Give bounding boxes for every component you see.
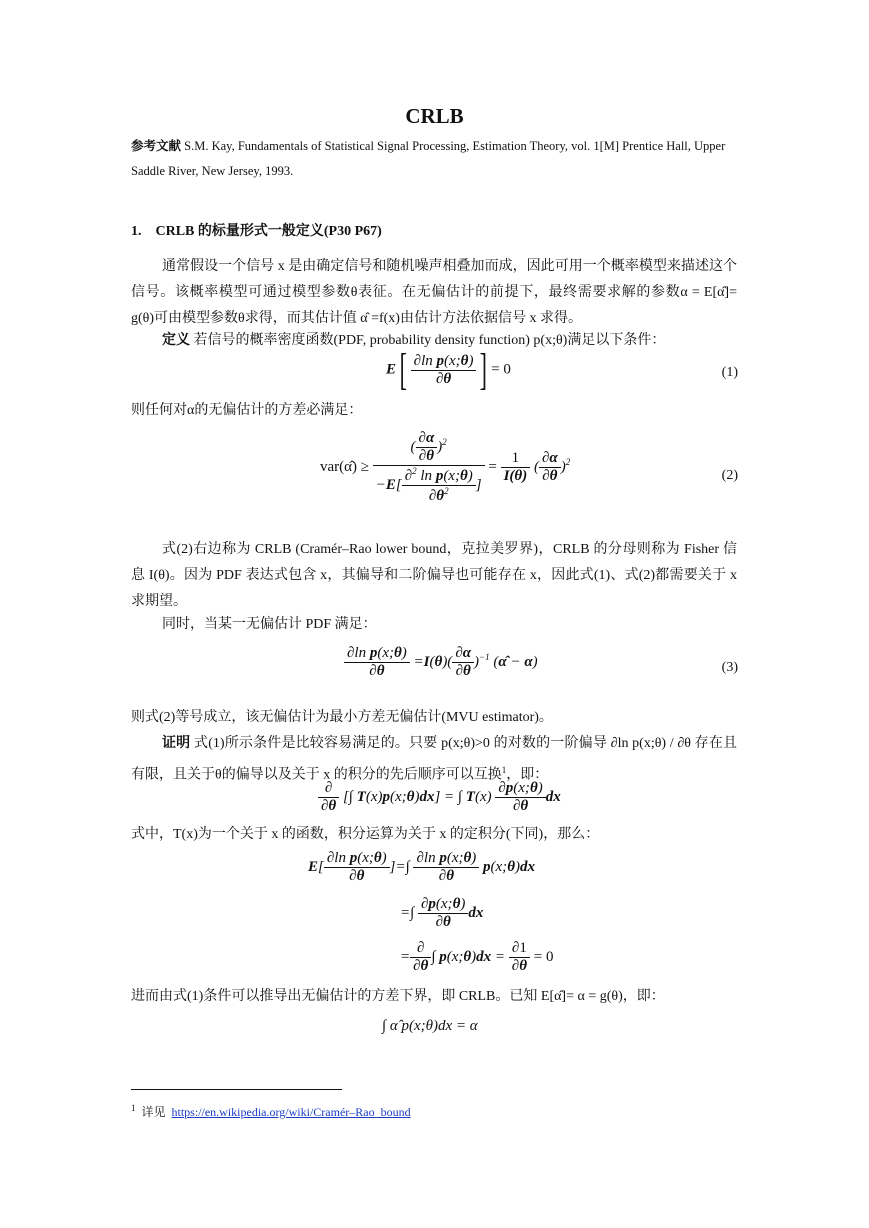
paragraph-same: 同时，当某一无偏估计 PDF 满足： bbox=[162, 617, 377, 632]
proof-text: 式(1)所示条件是比较容易满足的。只要 p(x;θ)>0 的对数的一阶偏导 ∂ln p(x;θ) / ∂θ 存在且有限，且关于θ的偏导以及关于 x 的积分的先后顺序可以互换 bbox=[131, 736, 737, 783]
paragraph-variance: 则任何对α的无偏估计的方差必满足： bbox=[131, 403, 363, 418]
definition-text: 若信号的概率密度函数(PDF, probability density function) p(x;θ)满足以下条件： bbox=[193, 333, 666, 348]
equation-3-number: (3) bbox=[721, 660, 738, 675]
reference-text: S.M. Kay, Fundamentals of Statistical Signal Processing, Estimation Theory, vol. 1[M] Prentice Hall, Upper Saddle River, New Jersey, 1993. bbox=[131, 139, 726, 178]
page-title: CRLB bbox=[405, 104, 464, 128]
equation-derivation-1: E[ $\frac{\text{∂ln p(x;θ)}}{\partial\theta}$ ]=∫ $\frac{\text{∂ln p(x;θ)}}{\partial\theta}$ p(x;θ)dx bbox=[308, 850, 535, 884]
equation-1: E[ $\frac{\text{∂ln p(x;θ)}}{\partial\theta}$ ] = 0 bbox=[386, 345, 511, 394]
paragraph-tx: 式中，T(x)为一个关于 x 的函数，积分运算为关于 x 的定积分(下同)，那么： bbox=[131, 827, 600, 842]
paragraph-crlb-explained: 式(2)右边称为 CRLB (Cramér–Rao lower bound，克拉美罗界)，CRLB 的分母则称为 Fisher 信息 I(θ)。因为 PDF 表达式包含 x，其偏导和二阶偏导也可能存在 x，因此式(1)、式(2)都需要关于 x 求期望。 bbox=[131, 542, 737, 609]
equation-2-number: (2) bbox=[721, 468, 738, 483]
paragraph-known: 进而由式(1)条件可以推导出无偏估计的方差下界，即 CRLB。已知 E[α̂]= α = g(θ)，即： bbox=[131, 989, 665, 1004]
equation-1-number: (1) bbox=[721, 365, 738, 380]
footnote-mark: 1 bbox=[131, 1103, 136, 1113]
proof-tail: ，即： bbox=[506, 767, 549, 783]
proof-label: 证明 bbox=[162, 736, 191, 751]
derivation-zero: = 0 bbox=[533, 948, 554, 965]
equation-2: var(α̂) ≥ ( $\frac{\partial\alpha}{\partial\theta}$ )$^2$ −E[ $\frac{\partial^2 \ln p(x;\theta)}{\partial\theta^2}$ ] = $\frac{1}{I(\theta)}$ ( $\frac{\partial\alpha}{\partial\theta}$ )$^2$ bbox=[320, 430, 571, 504]
equation-interchange: $\frac{\partial}{\partial\theta}$ [∫ T(x)p(x;θ)dx] = ∫ T(x) $\frac{\partial p(x;\theta)}{\partial\theta}$ dx bbox=[318, 780, 561, 815]
equation-final: ∫ α̂ p(x;θ)dx = α bbox=[382, 1018, 478, 1034]
equation-derivation-2: =∫ $\frac{\partial p(x;\theta)}{\partial\theta}$ dx bbox=[400, 896, 484, 930]
one-numerator: 1 bbox=[501, 450, 531, 468]
section-number: 1. bbox=[131, 224, 142, 239]
equation-3: $\frac{\text{∂ln p(x;θ)}}{\partial\theta}$ =I(θ)( $\frac{\partial\alpha}{\partial\theta}$ )$^{-1}$ (α̂ − α) bbox=[344, 645, 538, 680]
footnote-label: 详见 bbox=[141, 1105, 166, 1119]
footnote-rule bbox=[131, 1089, 342, 1090]
equation-derivation-3: = $\frac{\partial}{\partial\theta}$ ∫ p(x;θ)dx = $\frac{\partial 1}{\partial\theta}$ = 0 bbox=[400, 940, 554, 974]
fisher-info: I(θ) bbox=[503, 468, 528, 484]
var-expression: var(α̂) ≥ bbox=[320, 458, 369, 475]
paragraph-intro: 通常假设一个信号 x 是由确定信号和随机噪声相叠加而成，因此可用一个概率模型来描述这个信号。该概率模型可通过模型参数θ表征。在无偏估计的前提下，最终需要求解的参数α = E[α̂]= g(θ)可由模型参数θ求得，而其估计值 α̂ =f(x)由估计方法依据信号 x 求得。 bbox=[131, 259, 737, 326]
reference-block bbox=[131, 134, 737, 184]
definition-label: 定义 bbox=[162, 333, 190, 348]
paragraph-mvu: 则式(2)等号成立，该无偏估计为最小方差无偏估计(MVU estimator)。 bbox=[131, 710, 553, 725]
reference-label: 参考文献 bbox=[131, 139, 182, 153]
section-heading bbox=[131, 219, 737, 245]
footnote bbox=[131, 1103, 411, 1120]
footnote-ref[interactable]: 1 bbox=[501, 765, 507, 775]
section-title: CRLB 的标量形式一般定义(P30 P67) bbox=[155, 224, 382, 239]
footnote-link[interactable]: https://en.wikipedia.org/wiki/Cramér–Rao_bound bbox=[171, 1105, 411, 1119]
